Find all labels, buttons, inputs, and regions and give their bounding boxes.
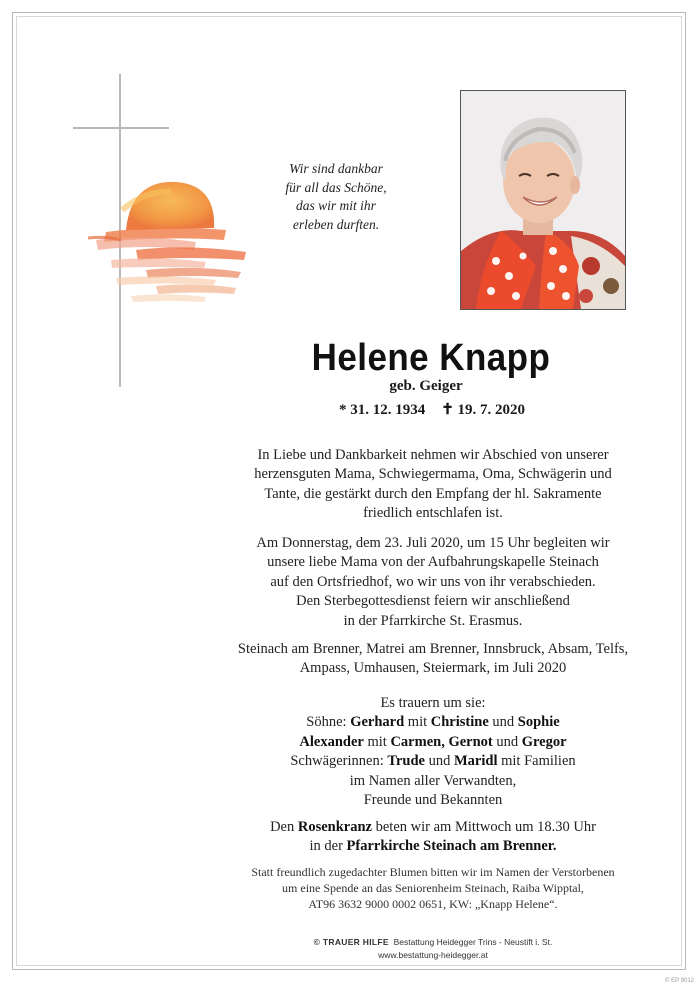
cross-icon-horizontal: [73, 127, 169, 129]
funeral-home-name: Bestattung Heidegger Trins - Neustift i. St.: [393, 937, 553, 947]
quote-line: Wir sind dankbar: [289, 161, 383, 176]
text-line: In Liebe und Dankbarkeit nehmen wir Abschied von unserer: [257, 447, 609, 463]
donation-paragraph: [218, 864, 648, 912]
quote-line: erleben durften.: [292, 216, 380, 232]
text-line: AT96 3632 9000 0002 0651, KW: „Knapp Helene“.: [308, 897, 558, 911]
text-line: Den Sterbegottesdienst feiern wir anschließend: [296, 593, 570, 610]
funeral-home-credit: [218, 937, 648, 947]
text-line: Statt freundlich zugedachter Blumen bitten wir im Namen der Verstorbenen: [251, 865, 615, 879]
places-paragraph: [218, 640, 648, 679]
sunset-watercolor-icon: [76, 170, 252, 315]
text-line: um eine Spende an das Seniorenheim Steinach, Raiba Wipptal,: [282, 881, 584, 895]
trauerhilfe-logo: © TRAUER HILFE: [313, 937, 389, 947]
rosary-line-1: Den Rosenkranz beten wir am Mittwoch um 18.30 Uhr: [270, 819, 596, 835]
text-line: Am Donnerstag, dem 23. Juli 2020, um 15 Uhr begleiten wir: [256, 535, 610, 551]
funeral-paragraph: [218, 534, 648, 631]
mourners-sil-line: Schwägerinnen: Trude und Maridl mit Familien: [290, 753, 576, 770]
text-line: unsere liebe Mama von der Aufbahrungskapelle Steinach: [267, 554, 599, 571]
text-line: in der Pfarrkirche St. Erasmus.: [343, 612, 523, 629]
text-line: Freunde und Bekannten: [363, 792, 503, 809]
farewell-paragraph: [218, 446, 648, 524]
mourners-sons-line: Söhne: Gerhard mit Christine und Sophie: [306, 714, 560, 731]
text-line: friedlich entschlafen ist.: [363, 505, 503, 522]
text-line: Ampass, Umhausen, Steiermark, im Juli 2020: [299, 660, 567, 677]
mourners-son2-line: Alexander mit Carmen, Gernot und Gregor: [299, 733, 567, 750]
text-line: Steinach am Brenner, Matrei am Brenner, Innsbruck, Absam, Telfs,: [237, 641, 629, 657]
text-line: herzensguten Mama, Schwiegermama, Oma, Schwägerin und: [254, 466, 612, 483]
mourners-intro: Es trauern um sie:: [380, 695, 486, 711]
rosary-paragraph: [218, 818, 648, 857]
portrait-photo: [460, 90, 626, 310]
quote-line: für all das Schöne,: [285, 179, 387, 195]
death-date: ✝ 19. 7. 2020: [441, 402, 526, 418]
text-line: auf den Ortsfriedhof, wo wir uns von ihr verabschieden.: [270, 573, 596, 590]
funeral-home-website[interactable]: www.bestattung-heidegger.at: [378, 950, 488, 960]
birth-name: geb. Geiger: [389, 378, 463, 394]
print-code: © EP 9012: [665, 978, 694, 984]
mourners-list: [218, 694, 648, 810]
rosary-line-2: in der Pfarrkirche Steinach am Brenner.: [309, 838, 557, 855]
birth-date: * 31. 12. 1934: [338, 402, 426, 418]
text-line: Tante, die gestärkt durch den Empfang der hl. Sakramente: [264, 485, 602, 502]
quote-line: das wir mit ihr: [296, 198, 376, 213]
deceased-name: Helene Knapp: [311, 337, 551, 379]
text-line: im Namen aller Verwandten,: [349, 772, 517, 789]
memorial-quote: [262, 160, 410, 234]
life-dates: [82, 400, 700, 419]
